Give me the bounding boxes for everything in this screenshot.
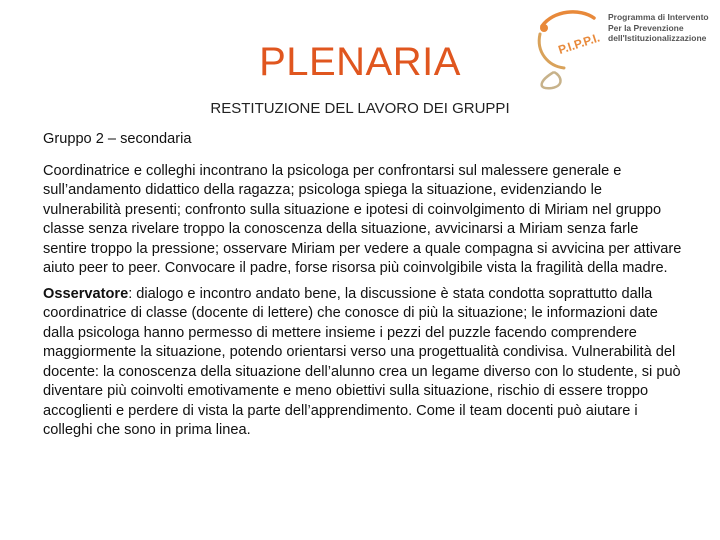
observer-paragraph xyxy=(43,285,683,441)
logo-line: Programma di Intervento xyxy=(608,12,709,22)
logo-caption xyxy=(608,12,718,44)
logo-line: dell'Istituzionalizzazione xyxy=(608,33,707,43)
logo-line: Per la Prevenzione xyxy=(608,22,684,33)
group-label: Gruppo 2 – secondaria xyxy=(43,131,192,147)
coordinator-paragraph: Coordinatrice e colleghi incontrano la psicologa per confrontarsi sul malessere generale e sull’andamento didattico della ragazza; psicologa spiega la situazione, evidenziando le vulnerabilità presenti; confronto sulla situazione e ipotesi di coinvolgimento di Miriam nel gruppo classe senza rivelare troppo la conoscenza della situazione, avvicinarsi a Miriam senza farle sentire troppo la pressione; osservare Miriam per vedere a quale compagna si avvicina per attivare aiuto peer to peer. Convocare il padre, forse risorsa più coinvolgibile vista la fragilità della madre. xyxy=(43,162,682,276)
observer-label: Osservatore xyxy=(43,285,129,302)
page-title: PLENARIA xyxy=(259,40,461,84)
slide-body xyxy=(43,128,683,441)
logo-brand: P.I.P.P.I. xyxy=(556,30,602,57)
observer-text: : dialogo e incontro andato bene, la discussione è stata condotta soprattutto dalla coordinatrice di classe (docente di lettere) che conosce di più la situazione; le informazioni date dalla psicologa hanno permesso di mettere insieme i pezzi del puzzle facendo comprendere maggiormente la situazione, potendo orientarsi verso una progettualità condivisa. Vulnerabilità del docente: la conoscenza della situazione dell’alunno crea un legame diverso con lo studente, si può diventare più coinvolti emotivamente e meno obiettivi sulla situazione, rischio di essere troppo accoglienti e perdere di vista la parte dell’apprendimento. Come il team docenti può aiutare i colleghi che sono in prima linea. xyxy=(43,285,681,438)
page-subtitle: RESTITUZIONE DEL LAVORO DEI GRUPPI xyxy=(210,100,510,117)
